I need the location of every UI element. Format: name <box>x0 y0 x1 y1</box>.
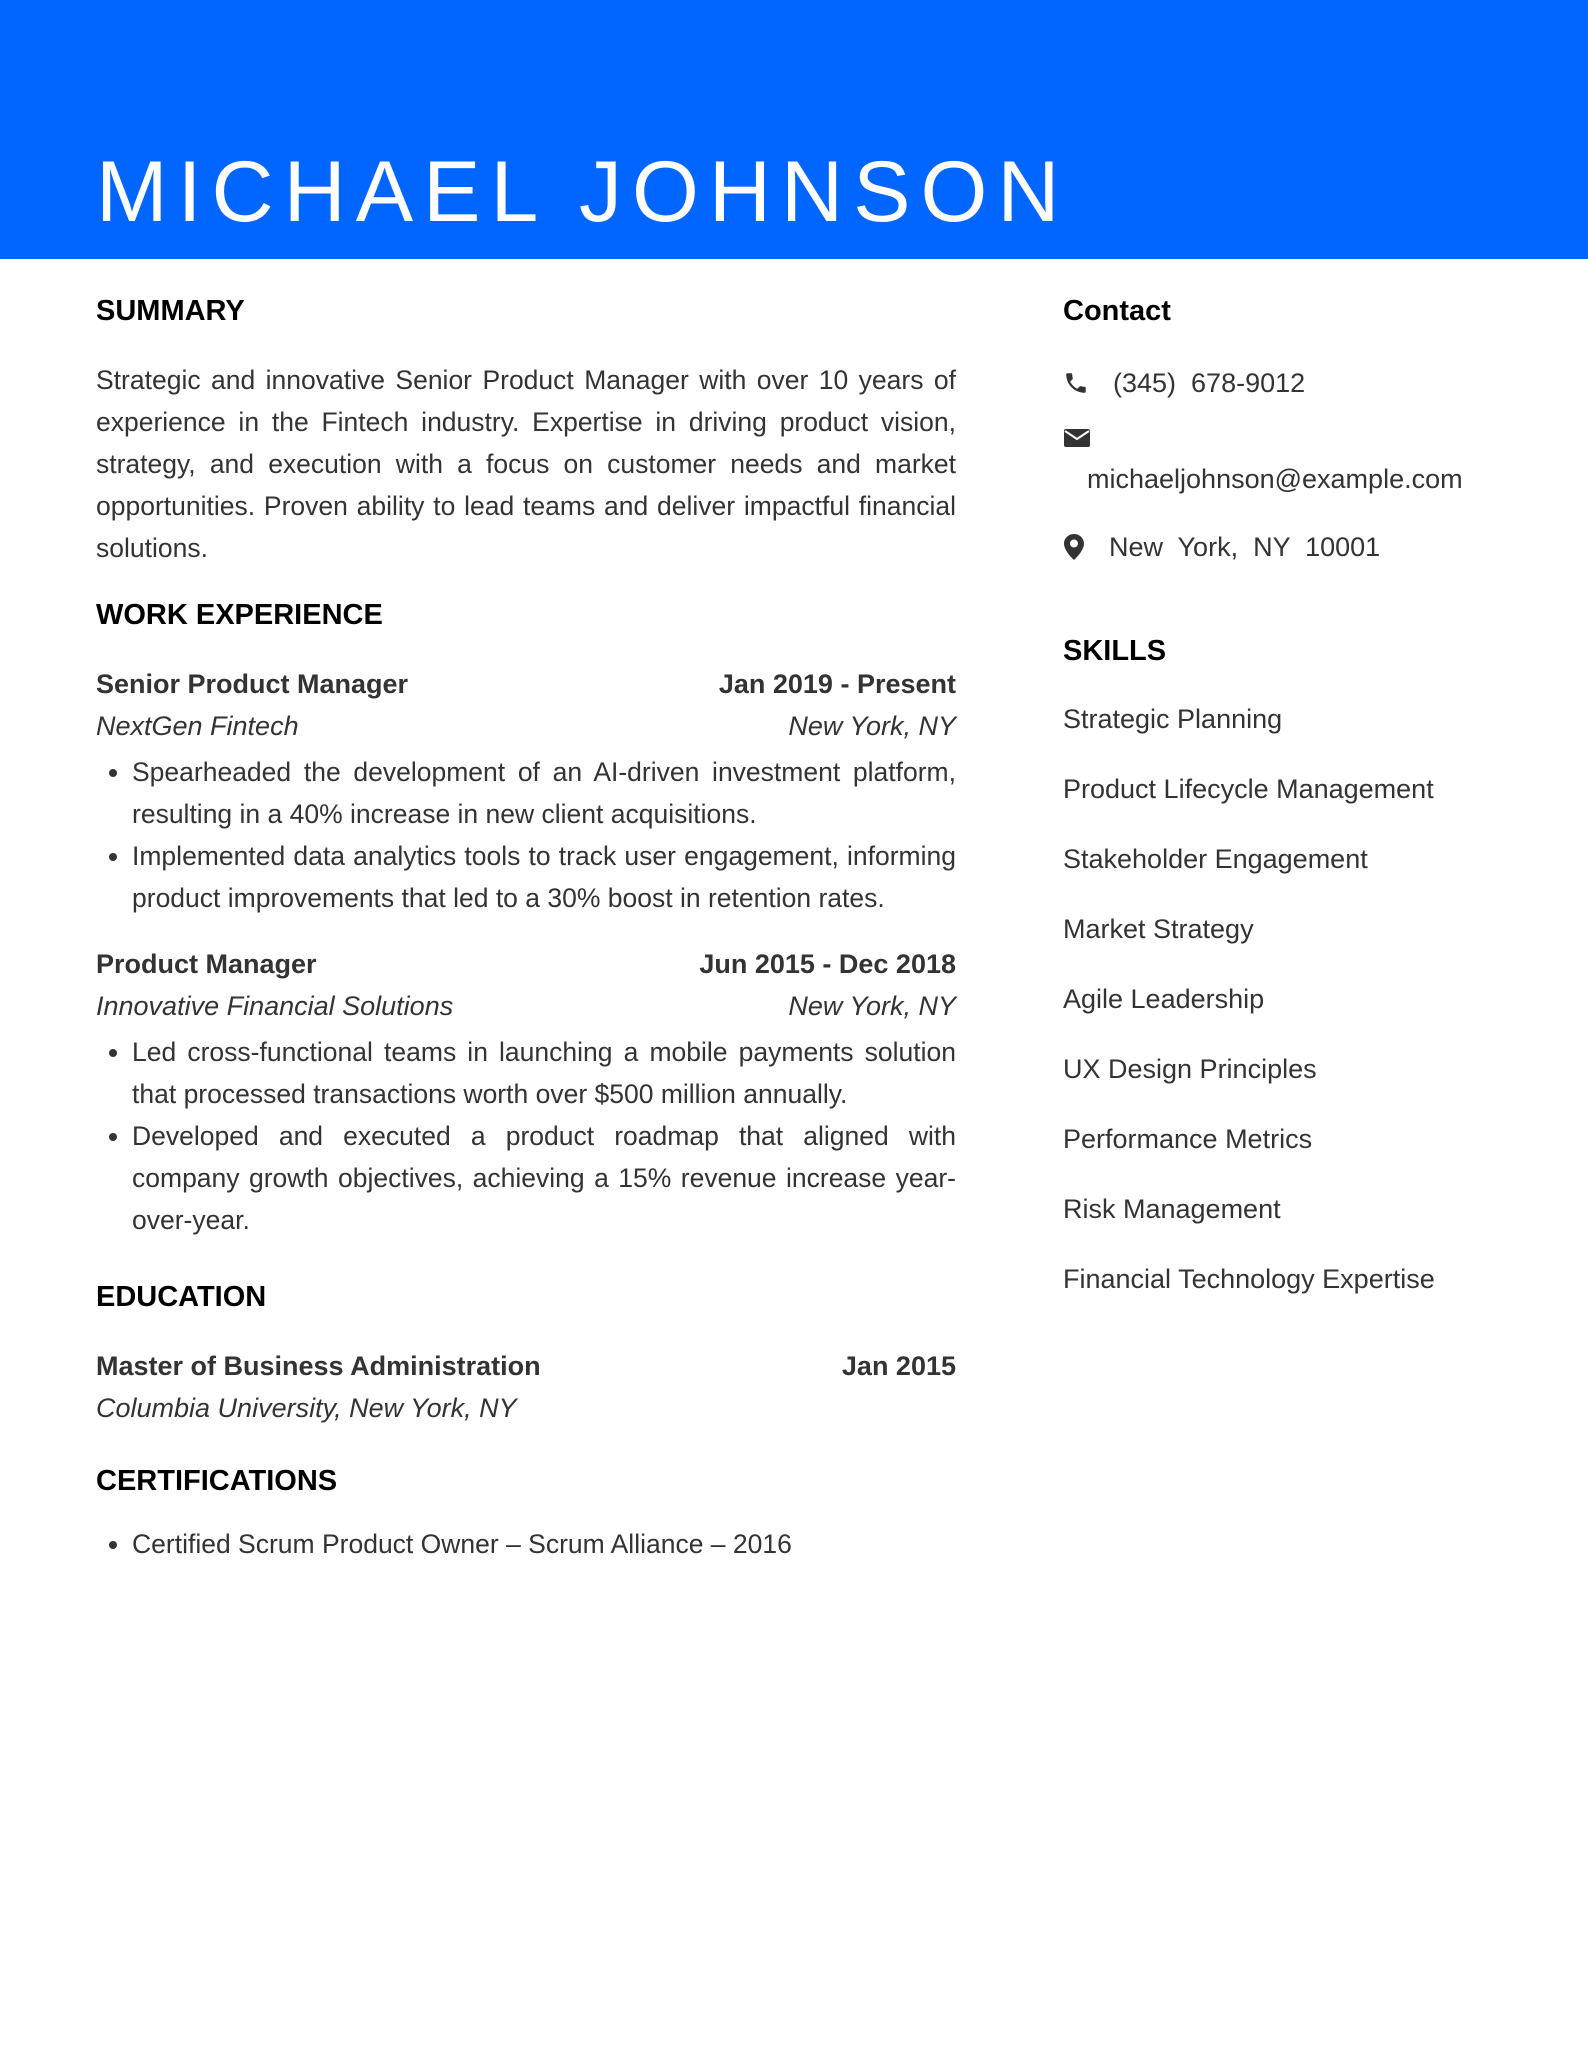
graduation-date: Jan 2015 <box>841 1351 956 1381</box>
education-section <box>96 1279 956 1429</box>
contact-location: New York, NY 10001 <box>1109 532 1381 562</box>
experience-section <box>96 597 956 1241</box>
skill-item: Financial Technology Expertise <box>1063 1264 1435 1294</box>
job-company: Innovative Financial Solutions <box>96 991 454 1021</box>
contact-phone[interactable]: (345) 678-9012 <box>1113 368 1306 398</box>
job-title: Senior Product Manager <box>96 669 409 699</box>
certifications-section <box>96 1463 956 1565</box>
job-bullet: • Spearheaded the development of an AI-driven investment platform, resulting in a 40% increase in new client acquisitions. <box>132 751 956 835</box>
skills-heading: SKILLS <box>1063 635 1167 667</box>
job-company: NextGen Fintech <box>96 711 299 741</box>
education-heading: EDUCATION <box>96 1281 267 1313</box>
map-pin-icon <box>1063 527 1091 567</box>
certifications-list <box>96 1523 956 1565</box>
main-column <box>96 259 956 1565</box>
job-entry <box>96 663 956 919</box>
job-location: New York, NY <box>788 991 956 1021</box>
skill-item: Strategic Planning <box>1063 704 1283 734</box>
summary-text: Strategic and innovative Senior Product Manager with over 10 years of experience in the Fintech industry. Expertise in driving product vision, strategy, and execution with a focus on customer needs and market opportunities. Proven ability to lead teams and deliver impactful financial solutions. <box>96 365 956 563</box>
job-bullet: • Led cross-functional teams in launching a mobile payments solution that processed transactions worth over $500 million annually. <box>132 1031 956 1115</box>
certification-item: • Certified Scrum Product Owner – Scrum Alliance – 2016 <box>132 1523 956 1565</box>
sidebar-column <box>1063 259 1543 1299</box>
job-bullets <box>96 751 956 919</box>
skill-item: Performance Metrics <box>1063 1124 1313 1154</box>
experience-heading: WORK EXPERIENCE <box>96 599 383 631</box>
skill-item: Risk Management <box>1063 1194 1281 1224</box>
job-bullet: • Developed and executed a product roadmap that aligned with company growth objectives, achieving a 15% revenue increase year-over-year. <box>132 1115 956 1241</box>
contact-location-row <box>1063 527 1543 567</box>
header-banner <box>0 0 1588 259</box>
summary-section <box>96 293 956 569</box>
envelope-icon <box>1063 423 1091 453</box>
job-title: Product Manager <box>96 949 317 979</box>
skill-item: Market Strategy <box>1063 914 1254 944</box>
contact-phone-row <box>1063 363 1543 403</box>
skills-section <box>1063 633 1543 1299</box>
school: Columbia University, New York, NY <box>96 1393 517 1423</box>
certifications-heading: CERTIFICATIONS <box>96 1465 338 1497</box>
candidate-name: MICHAEL JOHNSON <box>96 143 1070 240</box>
job-bullet: • Implemented data analytics tools to track user engagement, informing product improvements that led to a 30% boost in retention rates. <box>132 835 956 919</box>
degree: Master of Business Administration <box>96 1351 541 1381</box>
job-dates: Jan 2019 - Present <box>718 669 956 699</box>
skill-item: Stakeholder Engagement <box>1063 844 1368 874</box>
contact-heading: Contact <box>1063 295 1171 327</box>
phone-icon <box>1063 363 1091 403</box>
skill-item: Product Lifecycle Management <box>1063 774 1434 804</box>
contact-email[interactable]: michaeljohnson@example.com <box>1087 464 1463 494</box>
skill-item: UX Design Principles <box>1063 1054 1317 1084</box>
job-entry <box>96 943 956 1241</box>
summary-heading: SUMMARY <box>96 295 245 327</box>
job-dates: Jun 2015 - Dec 2018 <box>699 949 956 979</box>
skill-item: Agile Leadership <box>1063 984 1265 1014</box>
contact-email-row <box>1063 423 1543 499</box>
job-bullets <box>96 1031 956 1241</box>
job-location: New York, NY <box>788 711 956 741</box>
contact-section <box>1063 293 1543 567</box>
